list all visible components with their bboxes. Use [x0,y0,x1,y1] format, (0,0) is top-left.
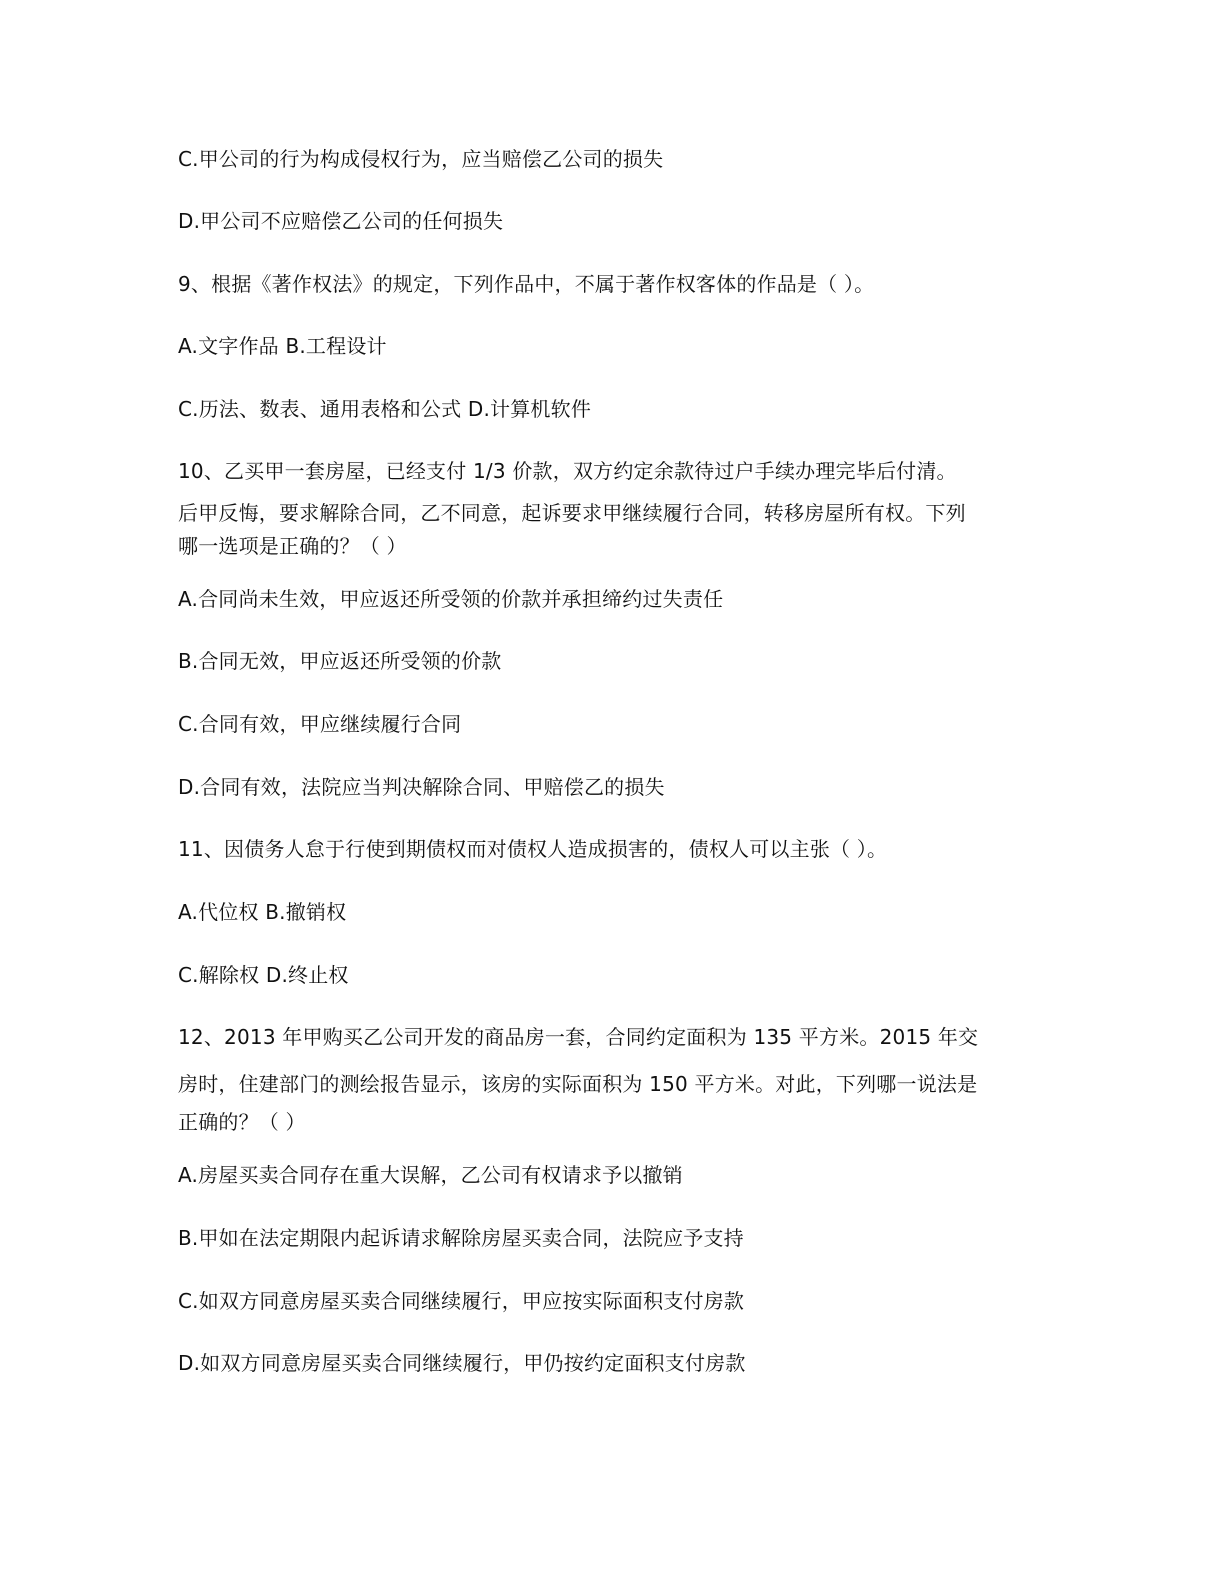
options-11ab: A.代位权 B.撤销权 [178,900,347,924]
options-11cd: C.解除权 D.终止权 [178,963,349,987]
option-12c: C.如双方同意房屋买卖合同继续履行，甲应按实际面积支付房款 [178,1289,745,1313]
question-11: 11、因债务人怠于行使到期债权而对债权人造成损害的，债权人可以主张（ ）。 [178,837,888,861]
question-12-line-1: 12、2013 年甲购买乙公司开发的商品房一套，合同约定面积为 135 平方米。2015 年交 [178,1025,979,1049]
question-12-line-2: 房时，住建部门的测绘报告显示，该房的实际面积为 150 平方米。对此，下列哪一说法是 [178,1072,978,1096]
option-12a: A.房屋买卖合同存在重大误解，乙公司有权请求予以撤销 [178,1163,683,1187]
option-8d: D.甲公司不应赔偿乙公司的任何损失 [178,209,504,233]
question-9: 9、根据《著作权法》的规定，下列作品中，不属于著作权客体的作品是（ ）。 [178,272,875,296]
option-10a: A.合同尚未生效，甲应返还所受领的价款并承担缔约过失责任 [178,587,724,611]
option-10d: D.合同有效，法院应当判决解除合同、甲赔偿乙的损失 [178,775,665,799]
option-10b: B.合同无效，甲应返还所受领的价款 [178,649,502,673]
question-10-line-2: 后甲反悔，要求解除合同，乙不同意，起诉要求甲继续履行合同，转移房屋所有权。下列 [178,501,966,525]
question-10-line-3: 哪一选项是正确的？（ ） [178,534,407,558]
options-9ab: A.文字作品 B.工程设计 [178,334,387,358]
option-8c: C.甲公司的行为构成侵权行为，应当赔偿乙公司的损失 [178,147,664,171]
options-9cd: C.历法、数表、通用表格和公式 D.计算机软件 [178,397,592,421]
question-10-line-1: 10、乙买甲一套房屋，已经支付 1/3 价款，双方约定余款待过户手续办理完毕后付清。 [178,459,957,483]
option-10c: C.合同有效，甲应继续履行合同 [178,712,462,736]
option-12d: D.如双方同意房屋买卖合同继续履行，甲仍按约定面积支付房款 [178,1351,746,1375]
question-12-line-3: 正确的？（ ） [178,1110,306,1134]
option-12b: B.甲如在法定期限内起诉请求解除房屋买卖合同，法院应予支持 [178,1226,744,1250]
